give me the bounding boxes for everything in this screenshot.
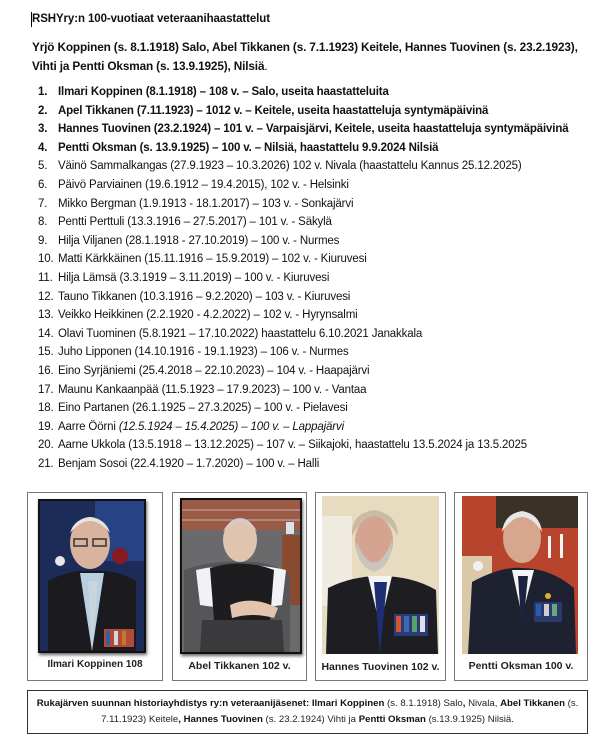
veteran-entry-text xyxy=(58,120,568,139)
list-number: 4. xyxy=(38,141,48,154)
footer-info: (s. 8.1.1918) Salo xyxy=(387,698,463,709)
veteran-entry-main: Hannes Tuovinen (23.2.1924) – 101 v. – Varpaisjärvi, Keitele, useita haastatteluja syntymäpäivinä xyxy=(58,123,569,136)
veteran-list-item xyxy=(0,157,600,176)
list-number: 12. xyxy=(38,290,54,303)
summary-text: Yrjö Koppinen (s. 8.1.1918) Salo, Abel Tikkanen (s. 7.1.1923) Keitele, Hannes Tuovinen (s. 23.2.1923), Vihti ja Pentti Oksman (s. 13.9.1925), Nilsiä xyxy=(32,40,578,73)
list-number: 20. xyxy=(38,439,54,452)
summary-end: . xyxy=(264,59,268,73)
veteran-list-item xyxy=(0,325,600,344)
list-number: 14. xyxy=(38,327,54,340)
veteran-entry-text xyxy=(58,399,348,418)
list-number: 13. xyxy=(38,309,54,322)
veteran-list-item xyxy=(0,306,600,325)
veteran-list-item xyxy=(0,250,600,269)
veteran-entry-main: Eino Syrjäniemi (25.4.2018 – 22.10.2023) – 104 v. - Haapajärvi xyxy=(58,364,370,377)
veteran-list-item xyxy=(0,362,600,381)
veteran-entry-text xyxy=(58,176,349,195)
veteran-list-item xyxy=(0,269,600,288)
veteran-list-item xyxy=(0,176,600,195)
footer-info: (s. 7.11.1923) Keitele xyxy=(101,698,579,725)
veteran-entry-main: Matti Kärkkäinen (15.11.1916 – 15.9.2019) – 102 v. - Kiuruvesi xyxy=(58,253,367,266)
photo-hannes-tuovinen xyxy=(322,496,439,654)
veteran-list-item xyxy=(0,195,600,214)
veteran-list-item xyxy=(0,436,600,455)
list-number: 8. xyxy=(38,216,48,229)
veteran-entry-text xyxy=(58,418,344,437)
veteran-entry-main: Veikko Heikkinen (2.2.1920 - 4.2.2022) – 102 v. - Hyrynsalmi xyxy=(58,309,358,322)
veteran-entry-text xyxy=(58,455,319,474)
photo-ilmari-koppinen xyxy=(38,499,146,653)
list-number: 9. xyxy=(38,234,48,247)
veteran-list-item xyxy=(0,418,600,437)
list-number: 3. xyxy=(38,123,48,136)
veteran-entry-text xyxy=(58,195,353,214)
list-number: 10. xyxy=(38,253,54,266)
veteran-list-item xyxy=(0,381,600,400)
veteran-list-item xyxy=(0,83,600,102)
footer-info: (s. 23.2.1924) Vihti ja xyxy=(265,713,357,725)
list-number: 5. xyxy=(38,160,48,173)
veteran-list-item xyxy=(0,139,600,158)
veteran-list xyxy=(0,83,600,473)
veteran-entry-main: Maunu Kankaanpää (11.5.1923 – 17.9.2023) – 100 v. - Vantaa xyxy=(58,383,367,396)
document-title: RSHYry:n 100-vuotiaat veteraanihaastattelut xyxy=(32,13,270,25)
footer-caption-box xyxy=(27,690,588,734)
veteran-entry-main: Aarre Öörni xyxy=(58,420,119,433)
veteran-entry-text xyxy=(58,83,389,102)
veteran-entry-main: Juho Lipponen (14.10.1916 - 19.1.1923) – 106 v. - Nurmes xyxy=(58,346,349,359)
veteran-entry-text xyxy=(58,288,350,307)
photo-caption: Ilmari Koppinen 108 xyxy=(47,659,143,670)
veteran-entry-main: Olavi Tuominen (5.8.1921 – 17.10.2022) haastattelu 6.10.2021 Janakkala xyxy=(58,327,423,340)
veteran-entry-text xyxy=(58,213,332,232)
veteran-list-item xyxy=(0,120,600,139)
veteran-entry-main: Pentti Perttuli (13.3.1916 – 27.5.2017) – 101 v. - Säkylä xyxy=(58,216,332,229)
veteran-entry-main: Väinö Sammalkangas (27.9.1923 – 10.3.2026) 102 v. Nivala (haastattelu Kannus 25.12.2025) xyxy=(58,160,522,173)
footer-info: (s.13.9.1925) Nilsiä. xyxy=(428,713,514,725)
veteran-list-item xyxy=(0,455,600,474)
list-number: 2. xyxy=(38,104,48,117)
photo-caption: Hannes Tuovinen 102 v. xyxy=(321,661,440,673)
list-number: 17. xyxy=(38,383,54,396)
veteran-entry-main: Hilja Viljanen (28.1.1918 - 27.10.2019) – 100 v. - Nurmes xyxy=(58,234,340,247)
veteran-entry-text xyxy=(58,362,369,381)
veteran-entry-main: Tauno Tikkanen (10.3.1916 – 9.2.2020) – 103 v. - Kiuruvesi xyxy=(58,290,351,303)
veteran-entry-text xyxy=(58,250,367,269)
list-number: 11. xyxy=(38,271,53,284)
photo-card-oksman xyxy=(454,492,588,681)
veteran-entry-main: Apel Tikkanen (7.11.1923) – 1012 v. – Keitele, useita haastatteluja syntymäpäivinä xyxy=(58,104,489,117)
veteran-entry-text xyxy=(58,306,358,325)
veteran-list-item xyxy=(0,288,600,307)
list-number: 15. xyxy=(38,346,54,359)
veteran-entry-main: Ilmari Koppinen (8.1.1918) – 108 v. – Salo, useita haastatteluita xyxy=(58,86,389,98)
list-number: 18. xyxy=(38,402,54,415)
veteran-list-item xyxy=(0,232,600,251)
veteran-entry-text xyxy=(58,436,527,455)
veteran-entry-text xyxy=(58,102,488,121)
footer-name: Hannes Tuovinen xyxy=(183,713,263,725)
veteran-list-item xyxy=(0,399,600,418)
list-number: 7. xyxy=(38,197,48,210)
veteran-entry-main: Aarne Ukkola (13.5.1918 – 13.12.2025) – 107 v. – Siikajoki, haastattelu 13.5.2024 ja 13.5.2025 xyxy=(58,439,528,452)
photo-card-tikkanen xyxy=(172,492,307,681)
footer-name: Ilmari Koppinen xyxy=(311,698,385,709)
footer-name: Abel Tikkanen xyxy=(500,698,565,709)
footer-comma: , xyxy=(462,698,466,709)
list-number: 16. xyxy=(38,364,54,377)
photo-caption: Abel Tikkanen 102 v. xyxy=(188,660,291,672)
footer-name: Pentti Oksman xyxy=(358,713,426,725)
list-number: 6. xyxy=(38,178,48,191)
veteran-entry-text xyxy=(58,269,329,288)
summary-paragraph xyxy=(32,38,602,76)
veteran-entry-italic: (12.5.1924 – 15.4.2025) – 100 v. – Lappajärvi xyxy=(118,420,344,433)
photo-caption: Pentti Oksman 100 v. xyxy=(468,660,574,672)
veteran-list-item xyxy=(0,213,600,232)
veteran-entry-main: Mikko Bergman (1.9.1913 - 18.1.2017) – 103 v. - Sonkajärvi xyxy=(58,197,354,210)
veteran-entry-main: Hilja Lämsä (3.3.1919 – 3.11.2019) – 100 v. - Kiuruvesi xyxy=(58,271,330,284)
veteran-entry-text xyxy=(58,232,339,251)
veteran-entry-text xyxy=(58,157,522,176)
footer-comma: , xyxy=(178,713,181,725)
list-number: 21. xyxy=(38,457,54,470)
veteran-entry-text xyxy=(58,325,422,344)
veteran-list-item xyxy=(0,102,600,121)
photo-abel-tikkanen xyxy=(180,498,302,654)
veteran-entry-text xyxy=(58,381,366,400)
veteran-entry-text xyxy=(58,343,349,362)
photo-pentti-oksman xyxy=(462,496,578,654)
veteran-entry-text xyxy=(58,139,438,158)
veteran-entry-main: Benjam Sosoi (22.4.1920 – 1.7.2020) – 100 v. – Halli xyxy=(58,457,320,470)
list-number: 1. xyxy=(38,86,48,98)
photo-card-koppinen xyxy=(27,492,163,681)
list-number: 19. xyxy=(38,420,54,433)
veteran-entry-main: Eino Partanen (26.1.1925 – 27.3.2025) – 100 v. - Pielavesi xyxy=(58,402,348,415)
footer-info: Nivala, xyxy=(468,698,498,709)
photo-card-tuovinen xyxy=(315,492,446,681)
veteran-list-item xyxy=(0,343,600,362)
footer-intro: Rukajärven suunnan historiayhdistys ry:n veteraanijäsenet: xyxy=(36,698,310,709)
veteran-entry-main: Pentti Oksman (s. 13.9.1925) – 100 v. – Nilsiä, haastattelu 9.9.2024 Nilsiä xyxy=(58,141,439,154)
veteran-entry-main: Päivö Parviainen (19.6.1912 – 19.4.2015), 102 v. - Helsinki xyxy=(58,178,349,191)
